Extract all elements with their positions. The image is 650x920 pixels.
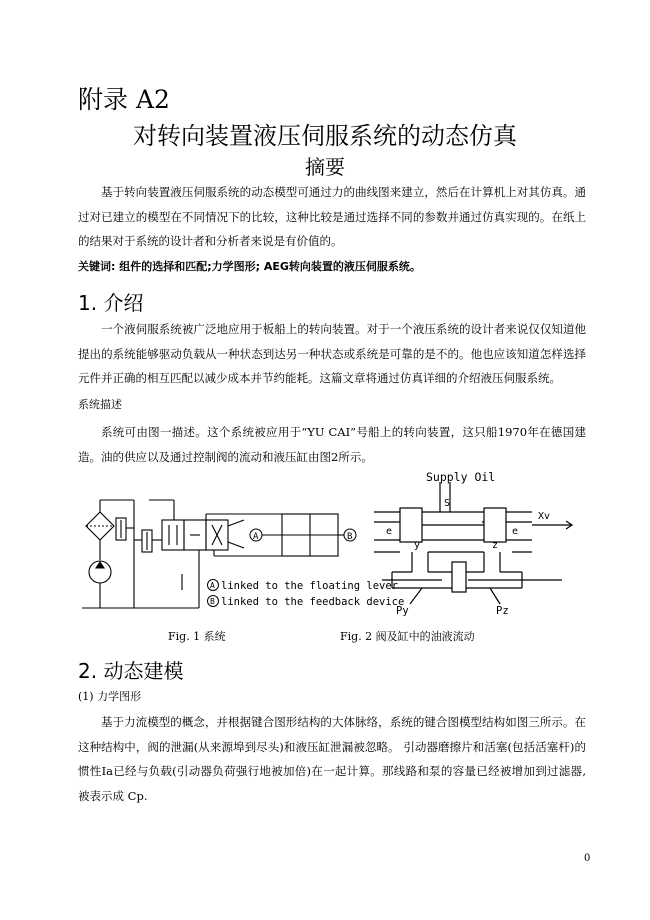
py-label: Py bbox=[396, 605, 409, 617]
marker-a bbox=[250, 529, 262, 542]
page-number: 0 bbox=[584, 853, 591, 864]
marker-b bbox=[344, 529, 356, 542]
note-a bbox=[208, 580, 399, 593]
xv-label: Xv bbox=[538, 511, 551, 522]
svg-text:linked to the feedback device: linked to the feedback device bbox=[221, 596, 405, 608]
s-label: S bbox=[444, 498, 451, 509]
svg-text:B: B bbox=[347, 532, 353, 542]
svg-text:A: A bbox=[253, 532, 259, 542]
y-label: y bbox=[414, 540, 421, 551]
fig2-valve-diagram bbox=[372, 468, 584, 620]
subsection1-heading: (1) 力学图形 bbox=[78, 690, 142, 703]
supply-oil-label: Supply Oil bbox=[426, 470, 496, 484]
section2-paragraph: 基于力流模型的概念，并根据键合图形结构的大体脉络，系统的键合图模型结构如图三所示。在这种结构中，阀的泄漏(从来源埠到尽头)和液压缸泄漏被忽略。 引动器磨擦片和活塞(包括活塞杆)的惯性Ia已经与负载(引动器负荷强行地被加倍)在一起计算。那线路和泵的容量已经被增加到过滤器, 被表示成 Cp. bbox=[78, 715, 586, 803]
system-desc-paragraph: 系统可由图一描述。这个系统被应用于“YU CAI”号船上的转向装置，这只船1970年在德国建造。油的供应以及通过控制阀的流动和液压缸由图2所示。 bbox=[78, 425, 586, 464]
control-valve-left bbox=[162, 520, 184, 550]
abstract-heading: 摘要 bbox=[305, 155, 345, 179]
section1-paragraph: 一个液伺服系统被广泛地应用于板船上的转向装置。对于一个液压系统的设计者来说仅仅知道他提出的系统能够驱动负载从一种状态到达另一种状态或系统是可靠的是不的。他也应该知道怎样选择元件并正确的相互匹配以减少成本并节约能耗。这篇文章将通过仿真详细的介绍液压伺服系统。 bbox=[78, 322, 586, 385]
spool-land-left bbox=[400, 508, 422, 542]
appendix-label: 附录 A2 bbox=[78, 85, 170, 114]
piston bbox=[452, 562, 466, 592]
section1-heading: 1. 介绍 bbox=[78, 291, 144, 315]
system-desc-heading: 系统描述 bbox=[78, 398, 122, 411]
svg-text:linked to the floating lever: linked to the floating lever bbox=[221, 580, 399, 592]
paper-title: 对转向装置液压伺服系统的动态仿真 bbox=[133, 122, 517, 150]
abstract-paragraph: 基于转向装置液压伺服系统的动态模型可通过力的曲线图来建立，然后在计算机上对其仿真。通过对已建立的模型在不同情况下的比较，这种比较是通过选择不同的参数并通过仿真实现的。在纸上的结果对于系统的设计者和分析者来说是有价值的。 bbox=[78, 185, 586, 248]
e-left-label: e bbox=[386, 526, 393, 537]
pz-label: Pz bbox=[496, 605, 509, 617]
z-label: z bbox=[492, 540, 499, 551]
section2-heading: 2. 动态建模 bbox=[78, 659, 184, 683]
keywords: 关键词: 组件的选择和匹配;力学图形; AEG转向装置的液压伺服系统。 bbox=[78, 260, 421, 273]
spool-land-right bbox=[484, 508, 506, 542]
fig1-caption: Fig. 1 系统 bbox=[168, 630, 226, 643]
svg-text:B: B bbox=[210, 597, 215, 606]
fig2-caption: Fig. 2 阀及缸中的油液流动 bbox=[340, 630, 475, 643]
e-right-label: e bbox=[512, 526, 519, 537]
svg-text:A: A bbox=[210, 581, 215, 590]
